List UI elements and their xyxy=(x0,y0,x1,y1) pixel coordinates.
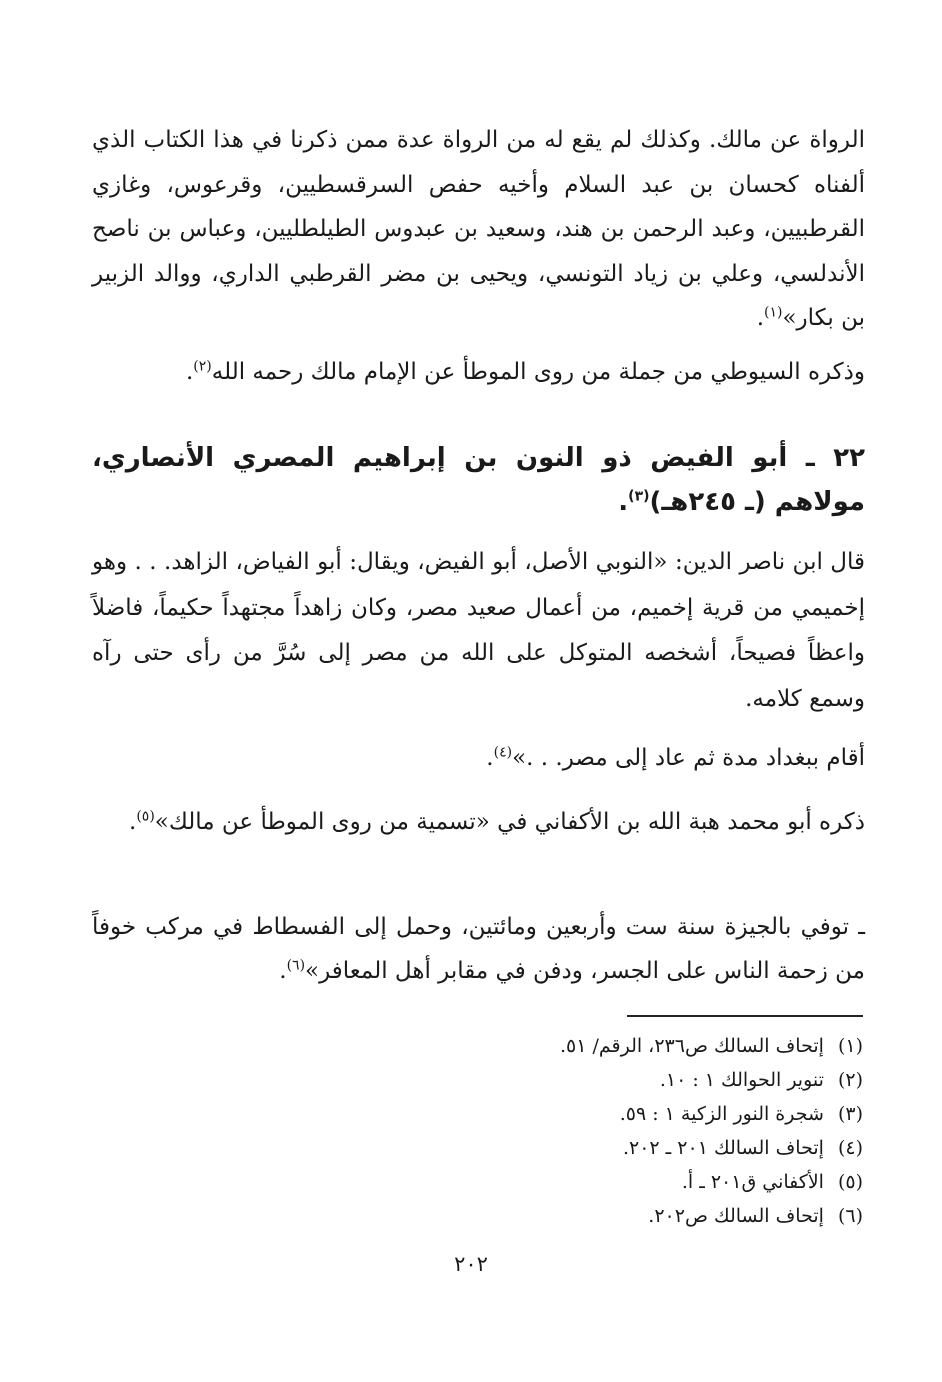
paragraph-end-punct: . xyxy=(279,958,287,984)
paragraph-text: أقام ببغداد مدة ثم عاد إلى مصر. . .» xyxy=(512,745,865,771)
footnote-ref-1[interactable]: (١) xyxy=(764,304,783,321)
paragraph-ibn-nasir xyxy=(92,540,903,722)
footnote-number: (٤) xyxy=(837,1137,863,1159)
heading-text: ٢٢ ـ أبو الفيض ذو النون بن إبراهيم المصري الأنصاري، مولاهم (ـ ٢٤٥هـ) xyxy=(92,443,865,517)
footnote-item xyxy=(300,1131,863,1165)
paragraph-end-punct: . xyxy=(756,305,765,331)
footnote-item xyxy=(300,1165,863,1199)
paragraph-death xyxy=(92,905,903,993)
footnote-number: (٣) xyxy=(837,1103,863,1125)
footnote-item xyxy=(300,1097,863,1131)
footnote-item xyxy=(300,1029,863,1063)
paragraph-end-punct: . xyxy=(486,745,494,771)
paragraph-text: ـ توفي بالجيزة سنة ست وأربعين ومائتين، وحمل إلى الفسطاط في مركب خوفاً من زحمة الناس على الجسر، ودفن في مقابر أهل المعافر» xyxy=(92,914,865,984)
entry-heading xyxy=(92,436,865,524)
footnote-ref-4[interactable]: (٤) xyxy=(493,744,513,761)
footnote-number: (٥) xyxy=(837,1171,863,1193)
footnote-text: شجرة النور الزكية ١ : ٥٩. xyxy=(619,1103,824,1125)
footnote-text: إتحاف السالك ص٢٣٦، الرقم/ ٥١. xyxy=(559,1035,824,1057)
paragraph-baghdad xyxy=(92,736,903,780)
paragraph-narrators-list xyxy=(92,118,865,341)
footnote-text: إتحاف السالك ص٢٠٢. xyxy=(648,1205,824,1227)
footnote-ref-2[interactable]: (٢) xyxy=(193,358,212,375)
paragraph-end-punct: . xyxy=(129,809,137,835)
footnote-number: (٢) xyxy=(837,1069,863,1091)
footnote-text: الأكفاني ق٢٠١ ـ أ. xyxy=(681,1171,824,1193)
footnote-text: إتحاف السالك ٢٠١ ـ ٢٠٢. xyxy=(622,1137,824,1159)
footnote-ref-3[interactable]: (٣) xyxy=(628,488,650,505)
paragraph-end-punct: . xyxy=(185,359,194,385)
heading-end-punct: . xyxy=(618,487,629,517)
footnote-number: (١) xyxy=(837,1035,863,1057)
paragraph-text: وذكره السيوطي من جملة من روى الموطأ عن الإمام مالك رحمه الله xyxy=(211,359,865,385)
paragraph-text: قال ابن ناصر الدين: «النوبي الأصل، أبو الفيض، ويقال: أبو الفياض، الزاهد. . . وهو إخميمي من قرية إخميم، من أعمال صعيد مصر، وكان زاهداً مجتهداً حكيماً، فاضلاً واعظاً فصيحاً، أشخصه المتوكل على الله من مصر إلى سُرَّ من رأى حتى رآه وسمع كلامه. xyxy=(92,549,865,712)
footnote-ref-6[interactable]: (٦) xyxy=(286,957,306,974)
footnote-separator xyxy=(627,1015,863,1017)
paragraph-akfani xyxy=(92,800,903,844)
paragraph-suyuti xyxy=(92,350,903,394)
footnote-ref-5[interactable]: (٥) xyxy=(136,808,155,825)
paragraph-text: الرواة عن مالك. وكذلك لم يقع له من الرواة عدة ممن ذكرنا في هذا الكتاب الذي ألفناه كحسان بن عبد السلام وأخيه حفص السرقسطيين، وقرعوس، وغازي القرطبيين، وعبد الرحمن بن هند، وسعيد بن عبدوس الطيلطليين، وعباس بن ناصح الأندلسي، وعلي بن زياد التونسي، ويحيى بن مضر القرطبي الداري، ووالد الزبير بن بكار» xyxy=(92,127,865,331)
footnote-number: (٦) xyxy=(837,1205,863,1227)
paragraph-text: ذكره أبو محمد هبة الله بن الأكفاني في «تسمية من روى الموطأ عن مالك» xyxy=(154,809,865,835)
footnotes-list xyxy=(300,1029,863,1233)
footnote-item xyxy=(300,1199,863,1233)
page-number: ٢٠٢ xyxy=(454,1252,488,1276)
footnote-text: تنوير الحوالك ١ : ١٠. xyxy=(659,1069,824,1091)
footnote-item xyxy=(300,1063,863,1097)
